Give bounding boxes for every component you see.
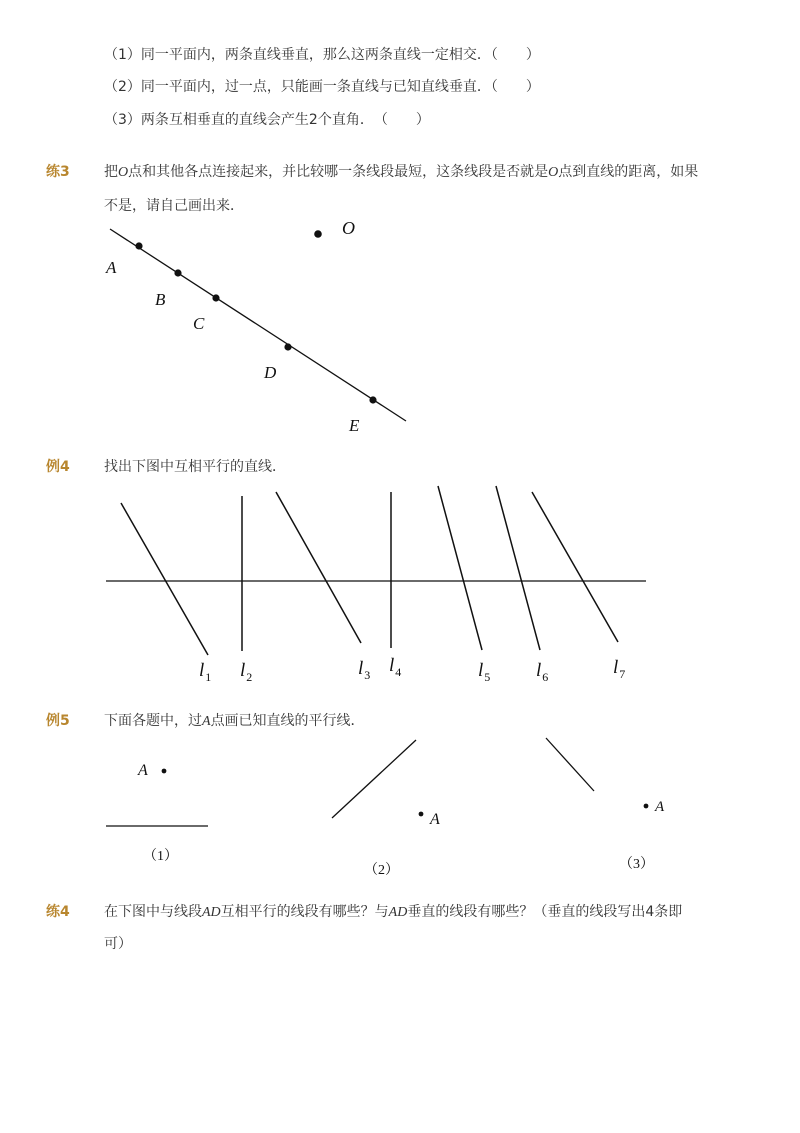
judgment-item-2: （2）同一平面内，过一点，只能画一条直线与已知直线垂直．（ ） bbox=[104, 79, 540, 95]
example5-text-a: 下面各题中，过 bbox=[104, 713, 202, 729]
fig3-caption: （3） bbox=[619, 857, 654, 872]
example5-figure-3 bbox=[546, 738, 665, 872]
example5-figure-2 bbox=[332, 740, 440, 878]
line-l6-label: $l_6$ bbox=[536, 660, 549, 684]
fig2-caption: （2） bbox=[364, 863, 399, 878]
practice3-line bbox=[110, 229, 406, 421]
fig1-point-a-dot bbox=[162, 769, 167, 774]
point-o-label: O bbox=[342, 218, 355, 238]
fig2-point-a-dot bbox=[419, 812, 424, 817]
point-e-dot bbox=[369, 396, 376, 403]
point-e-label: E bbox=[349, 416, 360, 435]
example5-figure-1 bbox=[106, 762, 208, 864]
point-c-label: C bbox=[193, 314, 205, 333]
point-b-dot bbox=[174, 269, 181, 276]
point-a-dot bbox=[135, 242, 142, 249]
practice4-ad-ref2: AD bbox=[388, 905, 408, 920]
example4-question: 找出下图中互相平行的直线． bbox=[104, 459, 286, 475]
line-l2-label: $l_2$ bbox=[240, 660, 253, 684]
judgment-item-1: （1）同一平面内，两条直线垂直，那么这两条直线一定相交．（ ） bbox=[104, 47, 540, 63]
practice4-text-a: 在下图中与线段 bbox=[104, 904, 202, 920]
line-l5-label: $l_5$ bbox=[478, 660, 491, 684]
example5-label: 例5 bbox=[46, 713, 70, 729]
fig3-point-a-label: A bbox=[655, 799, 665, 815]
point-b-label: B bbox=[155, 290, 166, 309]
practice3-text-a: 把 bbox=[104, 164, 118, 180]
line-l3-label: $l_3$ bbox=[358, 658, 371, 682]
point-c-dot bbox=[212, 294, 219, 301]
fig1-caption: （1） bbox=[143, 849, 178, 864]
line-l5 bbox=[438, 486, 482, 650]
example5-point-ref: A bbox=[202, 714, 211, 729]
line-l7-label: $l_7$ bbox=[613, 657, 626, 681]
example4-figure bbox=[106, 486, 646, 684]
fig2-point-a-label: A bbox=[430, 811, 440, 828]
point-d-label: D bbox=[264, 363, 277, 382]
example4-label: 例4 bbox=[46, 459, 70, 475]
fig1-point-a-label: A bbox=[138, 762, 148, 779]
point-a-label: A bbox=[106, 258, 117, 277]
judgment-item-3: （3）两条互相垂直的直线会产生2个直角． （ ） bbox=[104, 112, 430, 128]
practice4-question-line1 bbox=[104, 902, 682, 923]
practice4-ad-ref1: AD bbox=[202, 905, 221, 920]
line-l4-label: $l_4$ bbox=[389, 655, 402, 679]
line-l1 bbox=[121, 503, 208, 655]
line-l7 bbox=[532, 492, 618, 642]
fig3-given-line bbox=[546, 738, 594, 791]
fig3-point-a-dot bbox=[644, 804, 649, 809]
practice3-text-c: 点到直线的距离，如果 bbox=[558, 164, 699, 180]
line-l6 bbox=[496, 486, 540, 650]
practice4-label: 练4 bbox=[46, 904, 70, 920]
practice3-text-b: 点和其他各点连接起来，并比较哪一条线段最短，这条线段是否就是 bbox=[128, 164, 549, 180]
line-l1-label: $l_1$ bbox=[199, 660, 212, 684]
practice4-text-b: 互相平行的线段有哪些？与 bbox=[220, 904, 389, 920]
practice3-label: 练3 bbox=[46, 164, 70, 180]
example5-question bbox=[104, 711, 365, 732]
fig2-given-line bbox=[332, 740, 416, 818]
line-l3 bbox=[276, 492, 361, 643]
practice3-figure bbox=[105, 218, 406, 435]
point-o-dot bbox=[314, 230, 322, 238]
example5-text-b: 点画已知直线的平行线． bbox=[210, 713, 365, 729]
practice4-text-c: 垂直的线段有哪些？（垂直的线段写出4条即 bbox=[407, 904, 683, 920]
practice3-point-o-ref: O bbox=[118, 165, 129, 180]
practice4-question-line2: 可） bbox=[104, 936, 132, 952]
practice3-question-line2: 不是，请自己画出来． bbox=[104, 198, 244, 214]
practice3-point-o-ref2: O bbox=[548, 165, 559, 180]
point-d-dot bbox=[284, 343, 291, 350]
